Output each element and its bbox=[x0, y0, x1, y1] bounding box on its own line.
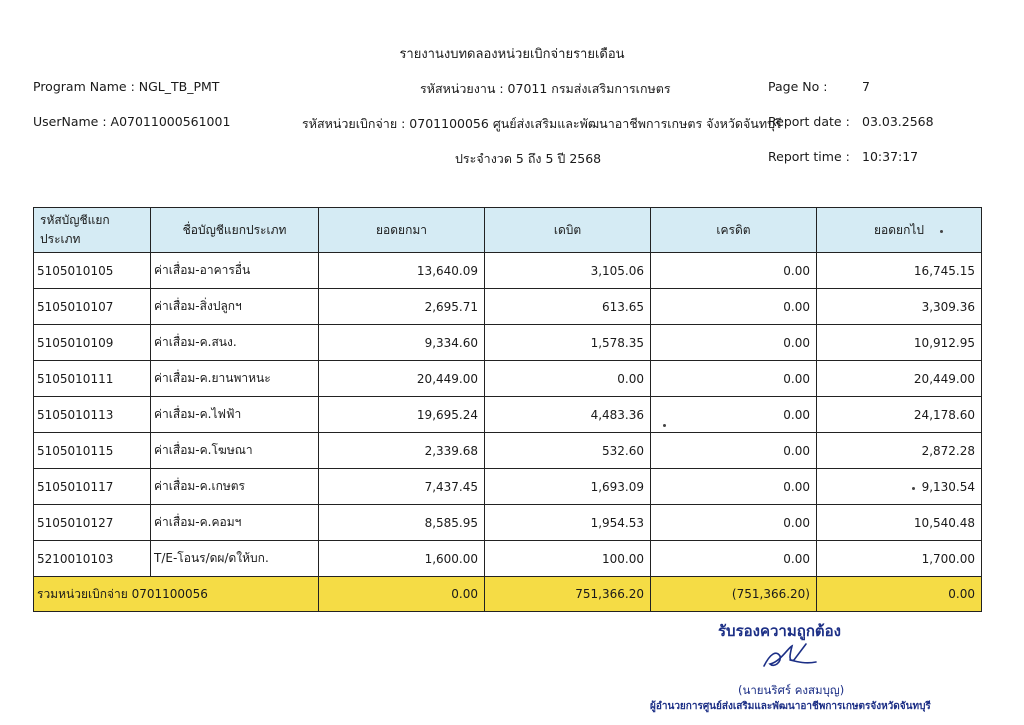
closing-balance-cell: 10,912.95 bbox=[817, 325, 982, 361]
opening-balance-cell: 1,600.00 bbox=[319, 541, 485, 577]
account-code-cell: 5105010111 bbox=[34, 361, 151, 397]
report-title: รายงานงบทดลองหน่วยเบิกจ่ายรายเดือน bbox=[399, 47, 625, 62]
closing-balance-cell: 2,872.28 bbox=[817, 433, 982, 469]
table-row bbox=[34, 325, 982, 361]
account-name-cell: ค่าเสื่อม-ค.ยานพาหนะ bbox=[151, 361, 319, 397]
closing-balance-cell: 3,309.36 bbox=[817, 289, 982, 325]
account-name-cell: ค่าเสื่อม-ค.คอมฯ bbox=[151, 505, 319, 541]
account-name-cell: ค่าเสื่อม-ค.สนง. bbox=[151, 325, 319, 361]
page-number-label: Page No : bbox=[768, 79, 828, 94]
closing-balance-cell: 16,745.15 bbox=[817, 253, 982, 289]
total-label: รวมหน่วยเบิกจ่าย 0701100056 bbox=[34, 577, 319, 612]
closing-balance-cell: 1,700.00 bbox=[817, 541, 982, 577]
report-period: ประจำงวด 5 ถึง 5 ปี 2568 bbox=[455, 151, 602, 166]
credit-cell: 0.00 bbox=[651, 469, 817, 505]
credit-cell: 0.00 bbox=[651, 541, 817, 577]
credit-cell: 0.00 bbox=[651, 253, 817, 289]
opening-balance-cell: 13,640.09 bbox=[319, 253, 485, 289]
account-code-cell: 5105010127 bbox=[34, 505, 151, 541]
col-header-account-code: รหัสบัญชีแยกประเภท bbox=[34, 208, 151, 253]
total-opening-balance: 0.00 bbox=[319, 577, 485, 612]
report-date-label: Report date : bbox=[768, 114, 850, 129]
credit-cell: 0.00 bbox=[651, 505, 817, 541]
scan-speck bbox=[663, 424, 666, 427]
debit-cell: 1,693.09 bbox=[485, 469, 651, 505]
report-time-value: 10:37:17 bbox=[862, 149, 919, 164]
debit-cell: 0.00 bbox=[485, 361, 651, 397]
handwritten-signature bbox=[760, 640, 818, 674]
page-number-value: 7 bbox=[862, 79, 870, 94]
opening-balance-cell: 19,695.24 bbox=[319, 397, 485, 433]
agency-code: รหัสหน่วยงาน : 07011 กรมส่งเสริมการเกษตร bbox=[420, 81, 671, 96]
table-header-row bbox=[34, 208, 982, 253]
account-code-cell: 5105010107 bbox=[34, 289, 151, 325]
report-date-value: 03.03.2568 bbox=[862, 114, 934, 129]
opening-balance-cell: 8,585.95 bbox=[319, 505, 485, 541]
signer-name: (นายนริศร์ คงสมบุญ) bbox=[738, 683, 845, 697]
table-row bbox=[34, 469, 982, 505]
table-row bbox=[34, 361, 982, 397]
debit-cell: 1,578.35 bbox=[485, 325, 651, 361]
account-code-cell: 5210010103 bbox=[34, 541, 151, 577]
debit-cell: 532.60 bbox=[485, 433, 651, 469]
trial-balance-table bbox=[33, 207, 982, 612]
scan-speck bbox=[912, 487, 915, 490]
debit-cell: 4,483.36 bbox=[485, 397, 651, 433]
col-header-credit: เครดิต bbox=[651, 208, 817, 253]
credit-cell: 0.00 bbox=[651, 361, 817, 397]
opening-balance-cell: 20,449.00 bbox=[319, 361, 485, 397]
report-time-label: Report time : bbox=[768, 149, 850, 164]
table-row bbox=[34, 397, 982, 433]
table-row bbox=[34, 253, 982, 289]
closing-balance-cell: 20,449.00 bbox=[817, 361, 982, 397]
closing-balance-cell: 24,178.60 bbox=[817, 397, 982, 433]
account-code-cell: 5105010115 bbox=[34, 433, 151, 469]
col-header-account-name: ชื่อบัญชีแยกประเภท bbox=[151, 208, 319, 253]
account-name-cell: ค่าเสื่อม-ค.โฆษณา bbox=[151, 433, 319, 469]
opening-balance-cell: 9,334.60 bbox=[319, 325, 485, 361]
account-name-cell: ค่าเสื่อม-ค.ไฟฟ้า bbox=[151, 397, 319, 433]
account-code-cell: 5105010105 bbox=[34, 253, 151, 289]
debit-cell: 100.00 bbox=[485, 541, 651, 577]
disbursing-unit: รหัสหน่วยเบิกจ่าย : 0701100056 ศูนย์ส่งเสริมและพัฒนาอาชีพการเกษตร จังหวัดจันทบุรี bbox=[302, 116, 782, 131]
opening-balance-cell: 2,339.68 bbox=[319, 433, 485, 469]
debit-cell: 1,954.53 bbox=[485, 505, 651, 541]
username: UserName : A07011000561001 bbox=[33, 114, 231, 129]
col-header-opening-balance: ยอดยกมา bbox=[319, 208, 485, 253]
total-closing-balance: 0.00 bbox=[817, 577, 982, 612]
scan-speck bbox=[940, 230, 943, 233]
credit-cell: 0.00 bbox=[651, 433, 817, 469]
account-code-cell: 5105010109 bbox=[34, 325, 151, 361]
table-row bbox=[34, 505, 982, 541]
signer-position: ผู้อำนวยการศูนย์ส่งเสริมและพัฒนาอาชีพการเกษตรจังหวัดจันทบุรี bbox=[650, 701, 931, 712]
credit-cell: 0.00 bbox=[651, 289, 817, 325]
table-row bbox=[34, 433, 982, 469]
closing-balance-cell: 9,130.54 bbox=[817, 469, 982, 505]
debit-cell: 613.65 bbox=[485, 289, 651, 325]
col-header-debit: เดบิต bbox=[485, 208, 651, 253]
account-code-cell: 5105010117 bbox=[34, 469, 151, 505]
account-name-cell: ค่าเสื่อม-สิ่งปลูกฯ bbox=[151, 289, 319, 325]
total-row bbox=[34, 577, 982, 612]
closing-balance-cell: 10,540.48 bbox=[817, 505, 982, 541]
opening-balance-cell: 7,437.45 bbox=[319, 469, 485, 505]
credit-cell: 0.00 bbox=[651, 397, 817, 433]
certification-stamp: รับรองความถูกต้อง bbox=[718, 622, 841, 640]
account-name-cell: ค่าเสื่อม-อาคารอื่น bbox=[151, 253, 319, 289]
total-debit: 751,366.20 bbox=[485, 577, 651, 612]
account-name-cell: T/E-โอนร/ดผ/ดให้บก. bbox=[151, 541, 319, 577]
program-name: Program Name : NGL_TB_PMT bbox=[33, 79, 220, 94]
table-row bbox=[34, 541, 982, 577]
opening-balance-cell: 2,695.71 bbox=[319, 289, 485, 325]
table-row bbox=[34, 289, 982, 325]
account-name-cell: ค่าเสื่อม-ค.เกษตร bbox=[151, 469, 319, 505]
debit-cell: 3,105.06 bbox=[485, 253, 651, 289]
total-credit: (751,366.20) bbox=[651, 577, 817, 612]
col-header-closing-balance: ยอดยกไป bbox=[817, 208, 982, 253]
account-code-cell: 5105010113 bbox=[34, 397, 151, 433]
credit-cell: 0.00 bbox=[651, 325, 817, 361]
